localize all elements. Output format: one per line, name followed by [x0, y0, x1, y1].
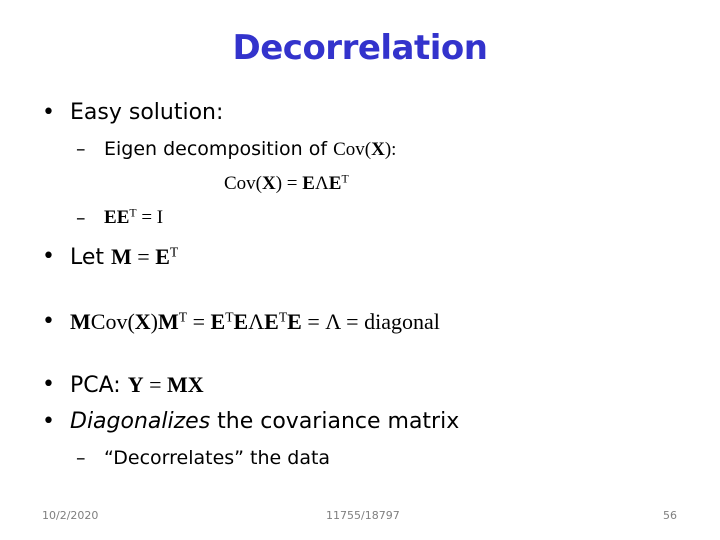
math-sup: T — [278, 309, 288, 325]
math-e: E — [116, 207, 130, 228]
math-rest: = I — [136, 207, 164, 228]
math-lambda: Λ — [325, 309, 341, 334]
math-sup: T — [169, 244, 179, 260]
sub-eigen-decomposition — [104, 138, 396, 161]
math-mx: MX — [167, 372, 204, 397]
math-eq: = — [187, 309, 211, 334]
math-cov: Cov( — [333, 139, 372, 160]
dash-marker: – — [76, 138, 86, 160]
sub-text: “Decorrelates” the data — [104, 447, 331, 469]
math-cov: Cov( — [224, 173, 262, 194]
math-eq: = — [301, 309, 326, 334]
bullet-marker: • — [42, 100, 55, 125]
math-close: ): — [384, 139, 397, 160]
math-e: E — [104, 207, 117, 228]
math-e: E — [302, 173, 315, 194]
math-x: X — [371, 139, 385, 160]
math-e: E — [328, 173, 342, 194]
math-e: E — [287, 309, 302, 334]
bullet-diagonalizes — [70, 409, 459, 434]
math-eq: = — [131, 244, 156, 269]
math-sup: T — [129, 206, 137, 220]
math-sup: T — [341, 172, 349, 186]
equation-cov-decomposition — [224, 173, 349, 195]
footer-page-number: 56 — [663, 509, 677, 522]
bullet-italic-text: Diagonalizes — [70, 409, 211, 434]
bullet-easy-solution — [70, 100, 223, 125]
bullet-let-m — [70, 244, 178, 270]
dash-marker: – — [76, 207, 86, 229]
footer-date: 10/2/2020 — [42, 509, 99, 522]
bullet-marker: • — [42, 309, 55, 334]
sub-text: Eigen decomposition of — [104, 138, 334, 160]
math-close: ) = — [275, 173, 303, 194]
math-e: E — [155, 244, 170, 269]
math-eq: = — [143, 372, 168, 397]
math-diagonal: = diagonal — [340, 309, 440, 334]
math-m: M — [70, 309, 91, 334]
bullet-text: PCA: — [70, 373, 128, 398]
bullet-mcovm-equation — [70, 309, 440, 335]
math-e: E — [210, 309, 226, 334]
math-close: ) — [150, 309, 158, 334]
bullet-text: Let — [70, 245, 112, 270]
math-e: E — [264, 309, 279, 334]
bullet-marker: • — [42, 409, 55, 434]
bullet-text: Easy solution: — [70, 100, 224, 125]
bullet-marker: • — [42, 372, 55, 397]
slide-title: Decorrelation — [232, 28, 488, 68]
math-lambda: Λ — [248, 309, 265, 334]
math-sup: T — [225, 309, 234, 325]
math-m: M — [111, 244, 132, 269]
math-x: X — [262, 173, 276, 194]
math-e: E — [233, 309, 249, 334]
sub-eet-identity — [104, 207, 163, 229]
math-cov: Cov( — [90, 309, 135, 334]
dash-marker: – — [76, 447, 86, 469]
math-lambda: Λ — [314, 173, 329, 194]
footer-course: 11755/18797 — [326, 509, 400, 522]
math-x: X — [134, 309, 151, 334]
sub-decorrelates — [104, 447, 330, 469]
bullet-pca — [70, 372, 204, 398]
bullet-marker: • — [42, 244, 55, 269]
math-m: M — [157, 309, 179, 334]
math-sup: T — [178, 309, 188, 325]
math-y: Y — [127, 372, 144, 397]
bullet-text: the covariance matrix — [210, 409, 460, 434]
